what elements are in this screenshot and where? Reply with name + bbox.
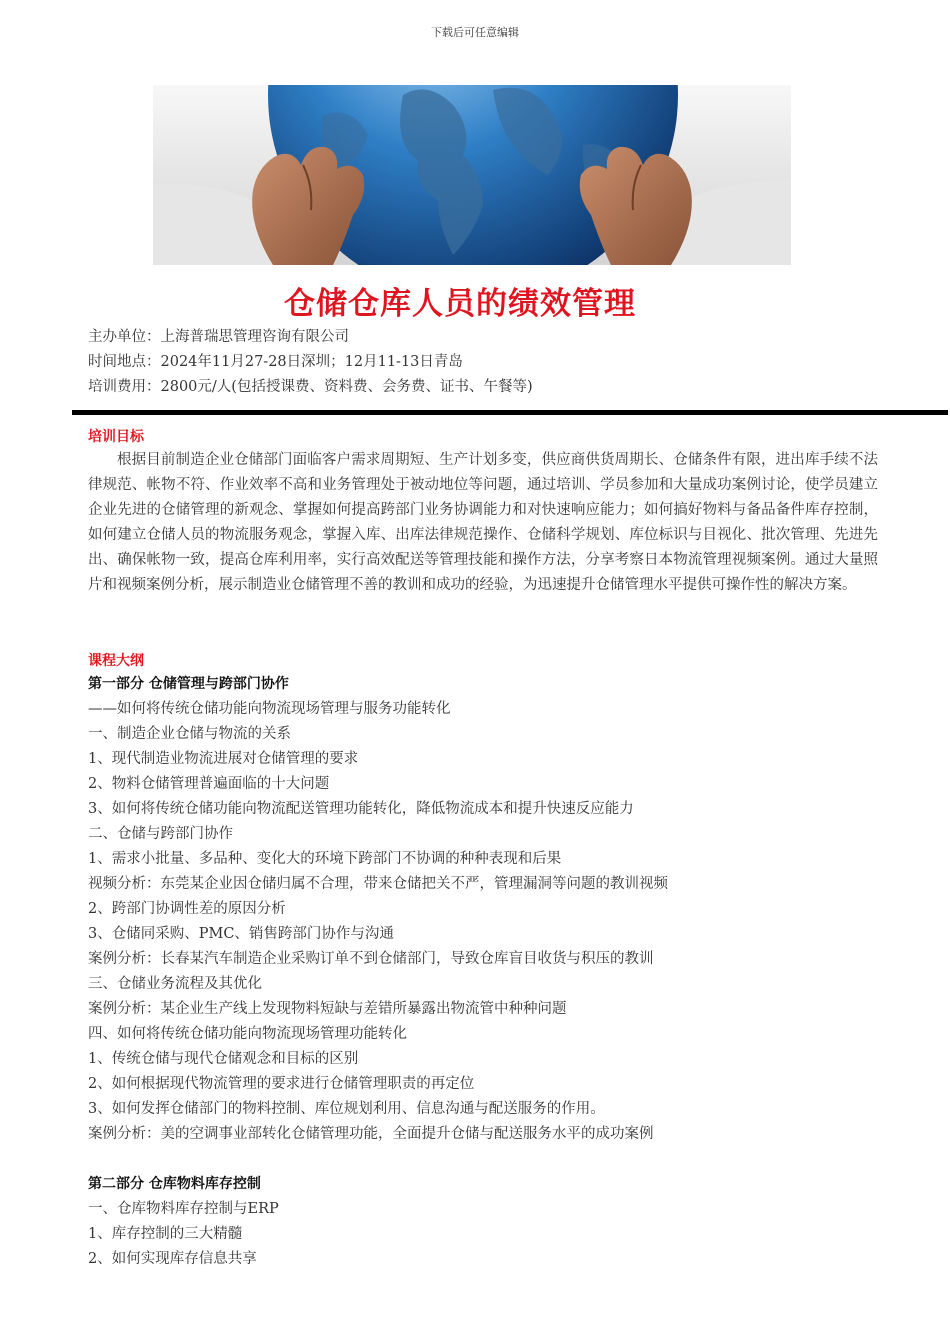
outline-line: 视频分析：东莞某企业因仓储归属不合理，带来仓储把关不严，管理漏洞等问题的教训视频 [88,876,668,892]
outline-line: 3、仓储同采购、PMC、销售跨部门协作与沟通 [88,926,394,942]
outline-line: 1、传统仓储与现代仓储观念和目标的区别 [88,1051,359,1067]
outline-line: 3、如何将传统仓储功能向物流配送管理功能转化，降低物流成本和提升快速反应能力 [88,801,634,817]
organizer: 主办单位：上海普瑞思管理咨询有限公司 [88,329,349,345]
outline-line: 二、仓储与跨部门协作 [88,826,233,842]
time-place: 时间地点：2024年11月27-28日深圳；12月11-13日青岛 [88,354,463,370]
part2-title: 第二部分 仓库物料库存控制 [88,1176,261,1192]
outline-line: 一、仓库物料库存控制与ERP [88,1201,279,1217]
part1-title: 第一部分 仓储管理与跨部门协作 [88,676,289,692]
goal-text: 根据目前制造企业仓储部门面临客户需求周期短、生产计划多变，供应商供货周期长、仓储条件有限，进出库手续不法律规范、帐物不符、作业效率不高和业务管理处于被动地位等问题，通过培训、学员参加和大量成功案例讨论，使学员建立企业先进的仓储管理的新观念、掌握如何提高跨部门业务协调能力和对快速响应能力；如何搞好物料与备品备件库存控制，如何建立仓储人员的物流服务观念，掌握入库、出库法律规范操作、仓储科学规划、库位标识与目视化、批次管理、先进先出、确保帐物一致，提高仓库利用率，实行高效配送等管理技能和操作方法，分享考察日本物流管理视频案例。通过大量照片和视频案例分析，展示制造业仓储管理不善的教训和成功的经验，为迅速提升仓储管理水平提供可操作性的解决方案。 [88,452,878,593]
outline-line: 一、制造企业仓储与物流的关系 [88,726,291,742]
outline-line: 3、如何发挥仓储部门的物料控制、库位规划利用、信息沟通与配送服务的作用。 [88,1101,605,1117]
header-note: 下载后可任意编辑 [431,26,519,39]
outline-line: ——如何将传统仓储功能向物流现场管理与服务功能转化 [88,701,451,717]
outline-line: 2、物料仓储管理普遍面临的十大问题 [88,776,330,792]
outline-line: 2、跨部门协调性差的原因分析 [88,901,286,917]
outline-line: 案例分析：长春某汽车制造企业采购订单不到仓储部门，导致仓库盲目收货与积压的教训 [88,951,654,967]
spacer [88,1147,888,1172]
outline-line: 2、如何实现库存信息共享 [88,1251,257,1267]
banner-image [153,85,791,265]
outline-heading: 课程大纲 [88,653,144,669]
outline-line: 2、如何根据现代物流管理的要求进行仓储管理职责的再定位 [88,1076,475,1092]
outline-line: 1、需求小批量、多品种、变化大的环境下跨部门不协调的种种表现和后果 [88,851,562,867]
page-title: 仓储仓库人员的绩效管理 [284,286,636,322]
outline-line: 1、库存控制的三大精髓 [88,1226,243,1242]
course-info [88,325,533,400]
training-fee: 培训费用：2800元/人(包括授课费、资料费、会务费、证书、午餐等) [88,379,533,395]
outline-line: 四、如何将传统仓储功能向物流现场管理功能转化 [88,1026,407,1042]
goal-heading: 培训目标 [88,429,144,445]
outline-line: 案例分析：美的空调事业部转化仓储管理功能，全面提升仓储与配送服务水平的成功案例 [88,1126,654,1142]
outline-line: 1、现代制造业物流进展对仓储管理的要求 [88,751,359,767]
divider-rule [72,410,948,415]
globe-in-hands-illustration [153,85,791,265]
outline-line: 案例分析：某企业生产线上发现物料短缺与差错所暴露出物流管中种种问题 [88,1001,567,1017]
outline-line: 三、仓储业务流程及其优化 [88,976,262,992]
course-outline [88,672,888,1272]
